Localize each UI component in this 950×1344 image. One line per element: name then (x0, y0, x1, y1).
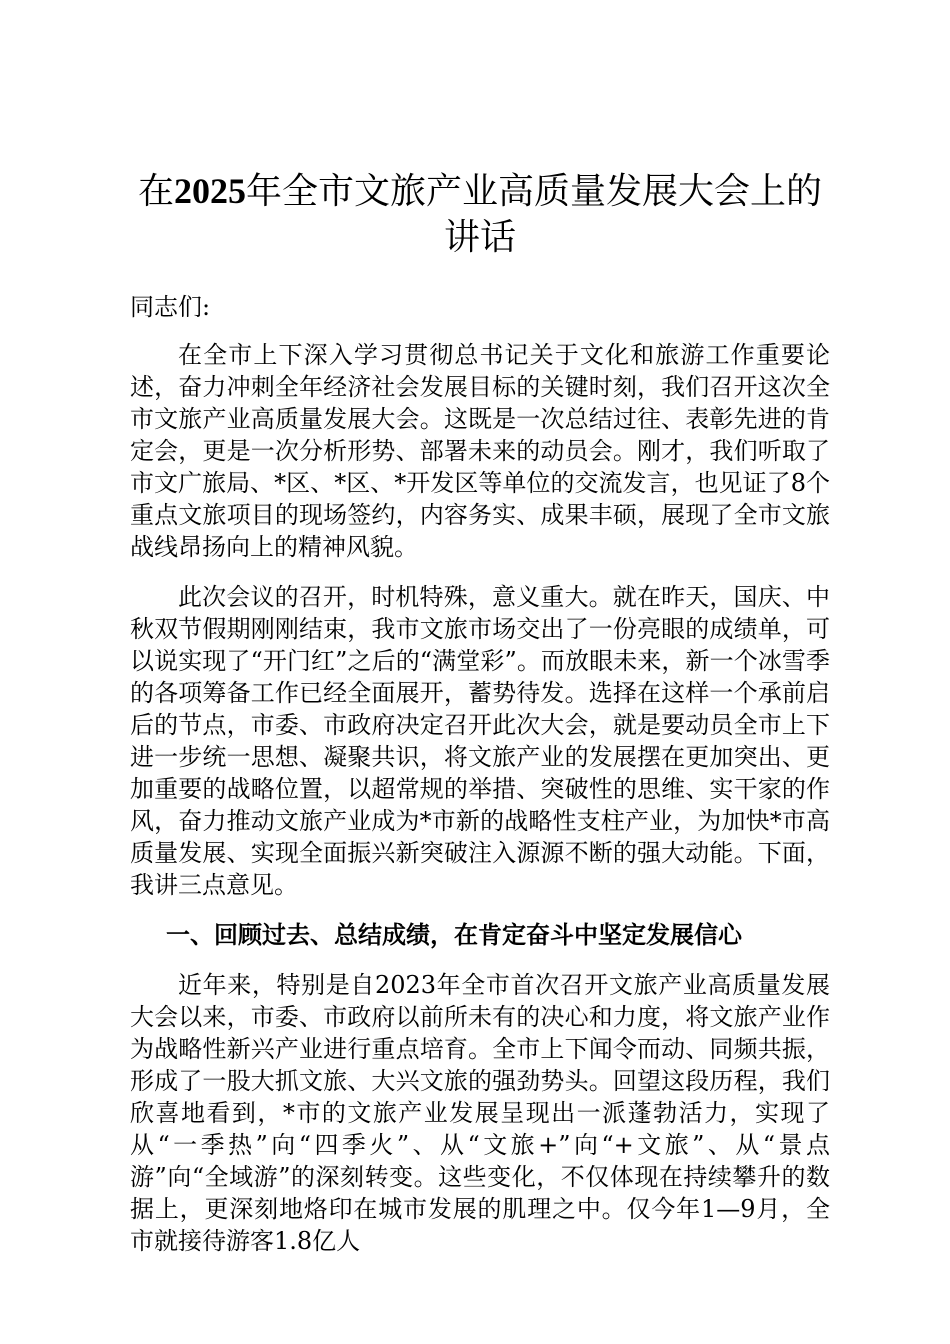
paragraph-meeting-significance: 此次会议的召开，时机特殊，意义重大。就在昨天，国庆、中秋双节假期刚刚结束，我市文旅市场交出了一份亮眼的成绩单，可以说实现了“开门红”之后的“满堂彩”。而放眼未来，新一个冰雪季的各项筹备工作已经全面展开，蓄势待发。选择在这样一个承前启后的节点，市委、市政府决定召开此次大会，就是要动员全市上下进一步统一思想、凝聚共识，将文旅产业的发展摆在更加突出、更加重要的战略位置，以超常规的举措、突破性的思维、实干家的作风，奋力推动文旅产业成为*市新的战略性支柱产业，为加快*市高质量发展、实现全面振兴新突破注入源源不断的强大动能。下面，我讲三点意见。 (130, 583, 830, 899)
section-heading-one: 一、回顾过去、总结成绩，在肯定奋斗中坚定发展信心 (166, 920, 742, 949)
title-suffix: 年全市文旅产业高质量发展大会上的讲话 (246, 171, 823, 258)
paragraph-opening: 在全市上下深入学习贯彻总书记关于文化和旅游工作重要论述，奋力冲刺全年经济社会发展目标的关键时刻，我们召开这次全市文旅产业高质量发展大会。这既是一次总结过往、表彰先进的肯定会，更是一次分析形势、部署未来的动员会。刚才，我们听取了市文广旅局、*区、*区、*开发区等单位的交流发言，也见证了8个重点文旅项目的现场签约，内容务实、成果丰硕，展现了全市文旅战线昂扬向上的精神风貌。 (130, 341, 830, 561)
paragraph-section-one: 近年来，特别是自2023年全市首次召开文旅产业高质量发展大会以来，市委、市政府以前所未有的决心和力度，将文旅产业作为战略性新兴产业进行重点培育。全市上下闻令而动、同频共振，形成了一股大抓文旅、大兴文旅的强劲势头。回望这段历程，我们欣喜地看到，*市的文旅产业发展呈现出一派蓬勃活力，实现了从“一季热”向“四季火”、从“文旅+”向“+文旅”、从“景点游”向“全域游”的深刻转变。这些变化，不仅体现在持续攀升的数据上，更深刻地烙印在城市发展的肌理之中。仅今年1—9月，全市就接待游客1.8亿人 (130, 971, 830, 1255)
title-prefix: 在 (137, 171, 174, 212)
salutation: 同志们: (130, 293, 211, 321)
document-page (130, 0, 830, 1257)
document-title (130, 168, 830, 261)
title-year: 2025 (174, 171, 246, 211)
